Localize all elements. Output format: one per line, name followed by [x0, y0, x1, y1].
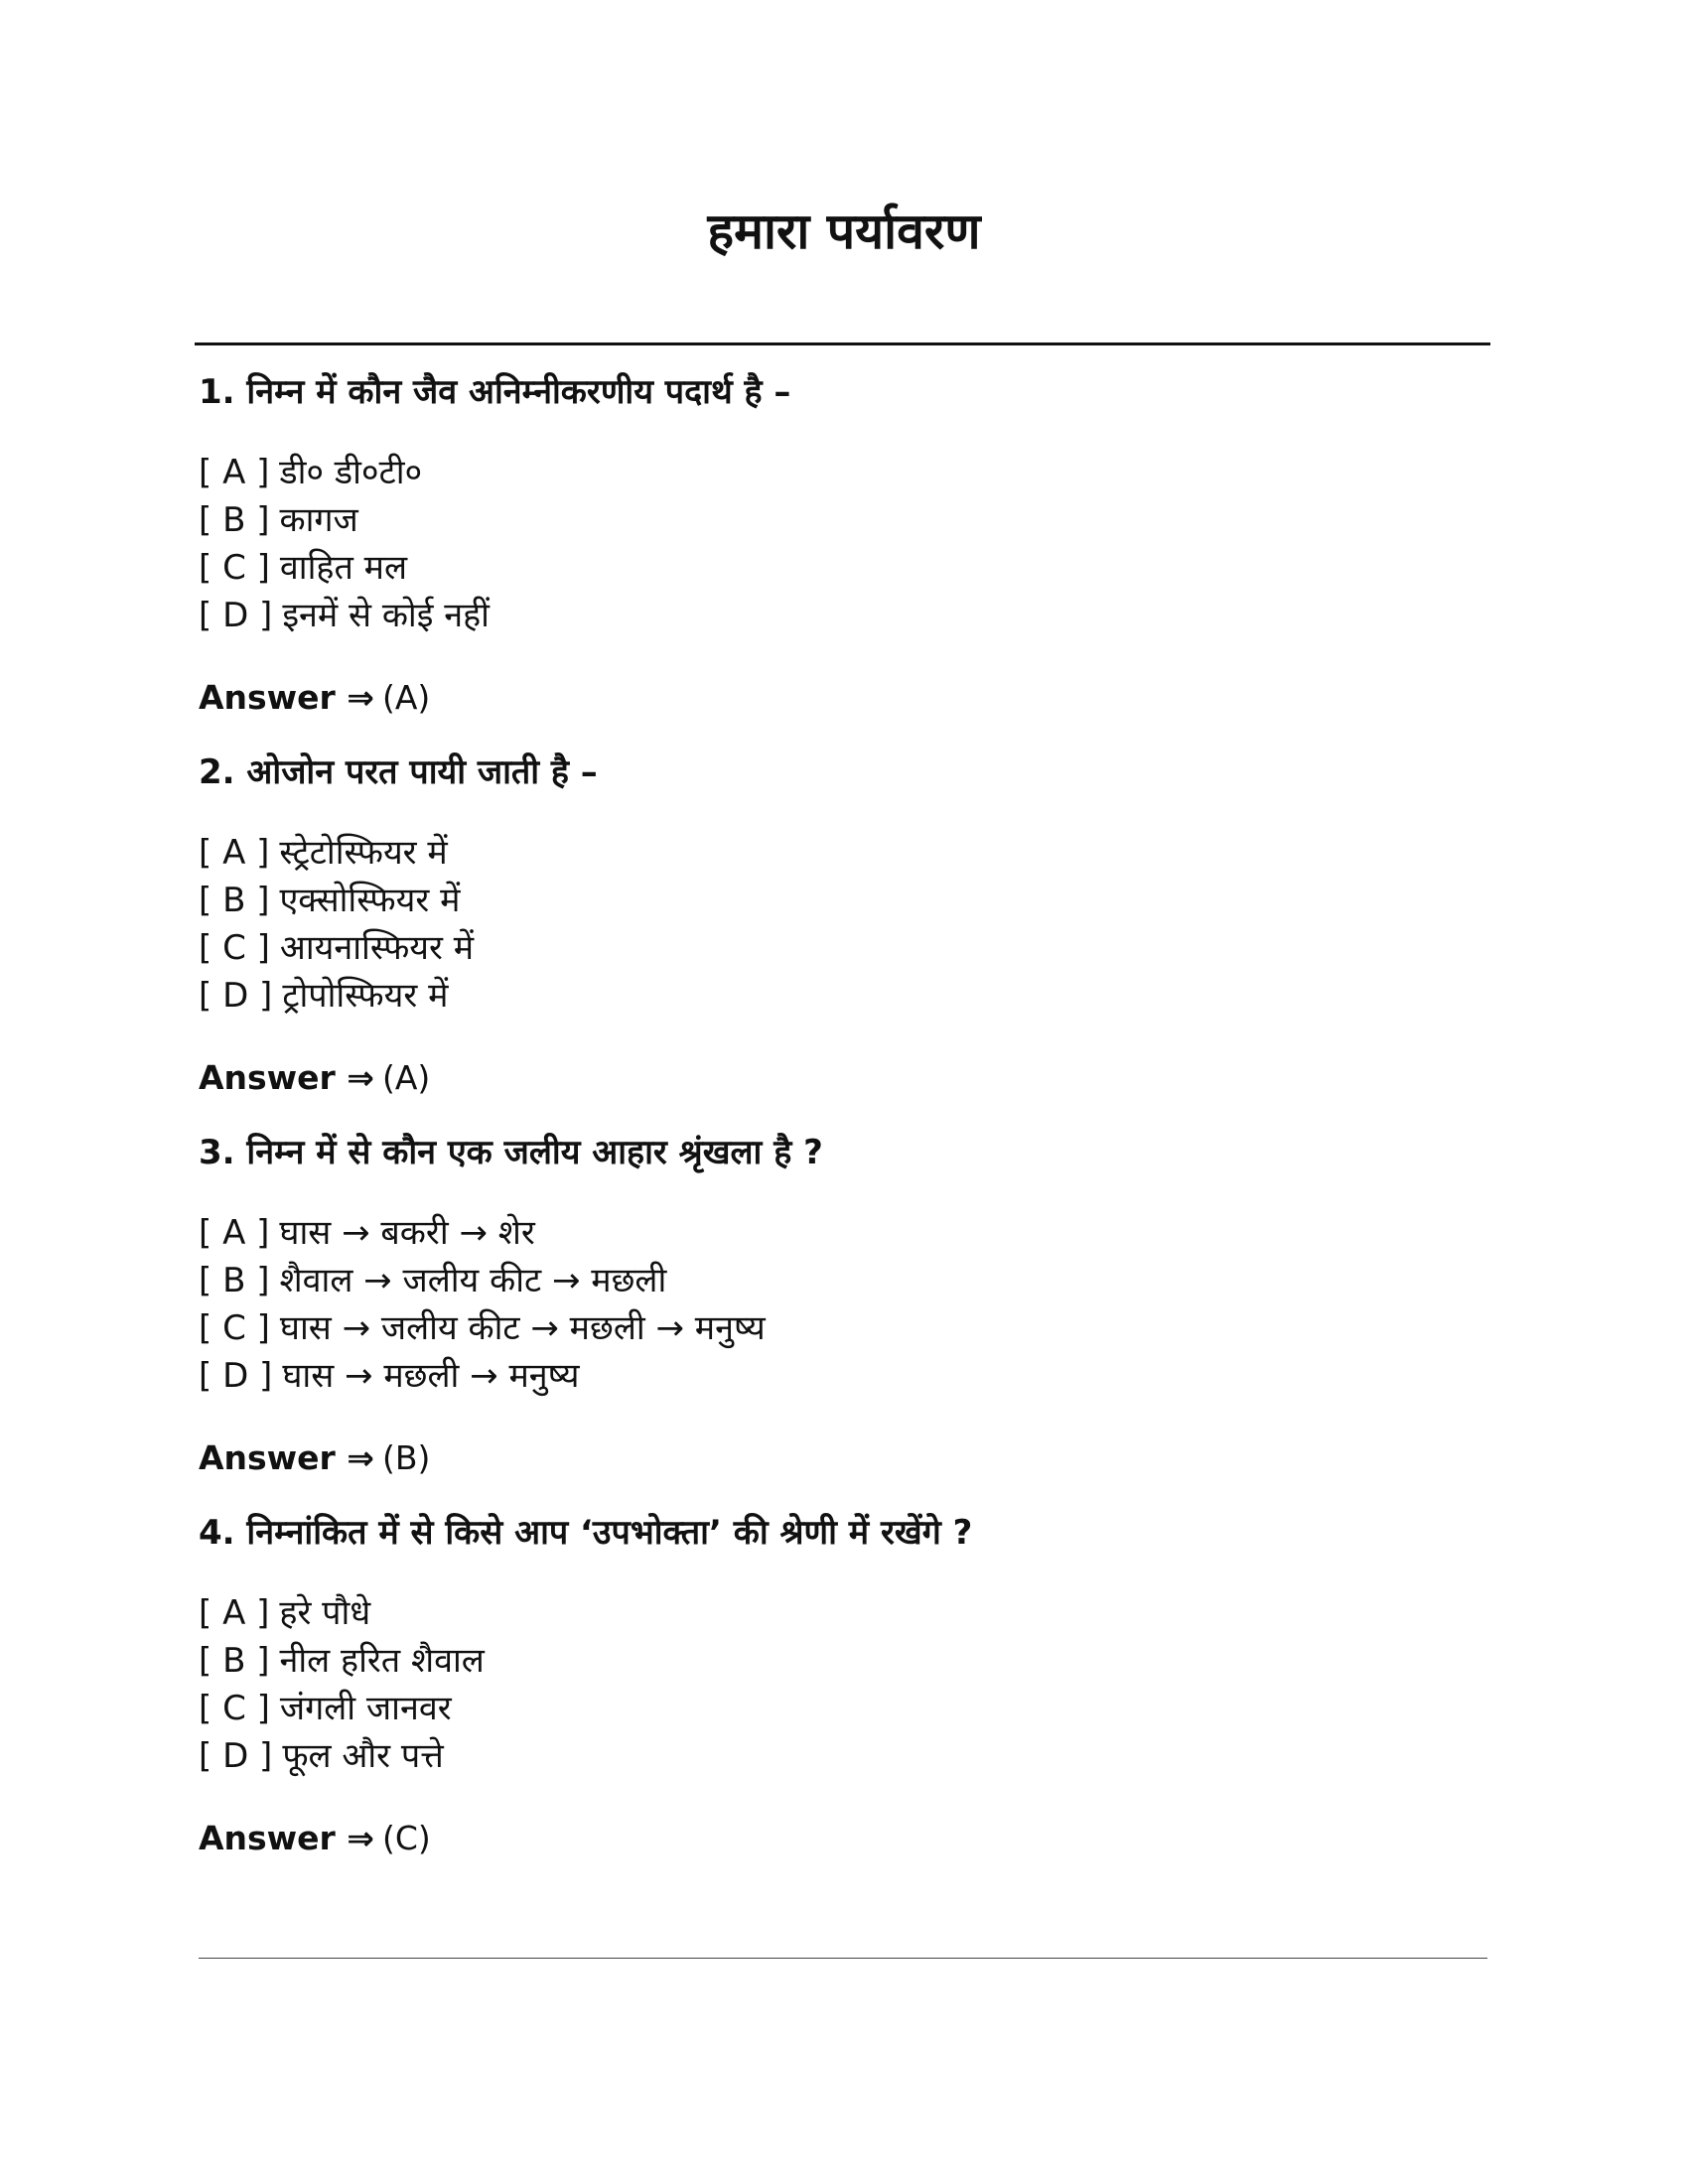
answer-line	[199, 1433, 430, 1483]
option-item	[199, 1304, 766, 1352]
options-list	[199, 449, 490, 639]
option-text: घास → मछली → मनुष्य	[282, 1356, 580, 1396]
answer-line	[199, 1814, 431, 1863]
option-letter: [ D ]	[199, 1356, 273, 1396]
title-divider	[195, 342, 1490, 345]
option-letter: [ D ]	[199, 596, 273, 635]
option-letter: [ A ]	[199, 1213, 270, 1253]
footer-divider	[199, 1958, 1487, 1959]
option-text: एक्सोस्फियर में	[279, 881, 461, 920]
option-text: इनमें से कोई नहीं	[282, 596, 490, 635]
option-letter: [ B ]	[199, 1641, 270, 1681]
option-item	[199, 1637, 485, 1685]
option-letter: [ C ]	[199, 1308, 270, 1348]
option-text: कागज	[279, 500, 358, 540]
option-text: स्ट्रेटोस्फियर में	[279, 833, 448, 873]
option-text: जंगली जानवर	[279, 1689, 452, 1728]
option-text: घास → बकरी → शेर	[279, 1213, 535, 1253]
option-item	[199, 877, 474, 924]
answer-label: Answer ⇒	[199, 1438, 374, 1477]
answer-value: (A)	[381, 678, 431, 717]
option-item	[199, 1257, 766, 1304]
answer-line	[199, 673, 430, 723]
question-block	[199, 738, 1489, 1118]
options-list	[199, 829, 474, 1020]
question-block	[199, 1498, 1489, 1878]
option-text: शैवाल → जलीय कीट → मछली	[279, 1261, 667, 1300]
option-letter: [ C ]	[199, 548, 270, 588]
question-list	[199, 357, 1489, 1878]
option-item	[199, 496, 490, 544]
question-number: 1.	[199, 372, 235, 412]
option-letter: [ C ]	[199, 928, 270, 968]
page-title: हमारा पर्यावरण	[707, 203, 981, 260]
option-letter: [ B ]	[199, 1261, 270, 1300]
option-item	[199, 1352, 766, 1400]
option-item	[199, 592, 490, 639]
question-stem: निम्न में से कौन एक जलीय आहार श्रृंखला है ?	[246, 1133, 823, 1172]
option-letter: [ B ]	[199, 500, 270, 540]
option-text: फूल और पत्ते	[282, 1736, 444, 1776]
option-text: घास → जलीय कीट → मछली → मनुष्य	[279, 1308, 766, 1348]
question-text	[199, 1126, 823, 1179]
option-item	[199, 1209, 766, 1257]
option-letter: [ A ]	[199, 1593, 270, 1633]
option-item	[199, 829, 474, 877]
option-text: नील हरित शैवाल	[279, 1641, 485, 1681]
question-number: 3.	[199, 1133, 235, 1172]
option-letter: [ C ]	[199, 1689, 270, 1728]
option-text: हरे पौधे	[279, 1593, 371, 1633]
question-block	[199, 357, 1489, 738]
option-text: ट्रोपोस्फियर में	[282, 976, 449, 1016]
answer-value: (C)	[381, 1819, 431, 1857]
question-text	[199, 746, 598, 799]
question-number: 2.	[199, 752, 235, 792]
question-stem: निम्न में कौन जैव अनिम्नीकरणीय पदार्थ है –	[246, 372, 791, 412]
option-letter: [ A ]	[199, 453, 270, 492]
question-text	[199, 365, 790, 419]
option-item	[199, 1589, 485, 1637]
option-letter: [ A ]	[199, 833, 270, 873]
option-item	[199, 924, 474, 972]
answer-label: Answer ⇒	[199, 1819, 374, 1857]
answer-value: (A)	[381, 1058, 431, 1097]
question-text	[199, 1506, 972, 1560]
answer-line	[199, 1053, 430, 1103]
question-number: 4.	[199, 1513, 235, 1553]
question-stem: निम्नांकित में से किसे आप ‘उपभोक्ता’ की श्रेणी में रखेंगे ?	[246, 1513, 973, 1553]
answer-label: Answer ⇒	[199, 1058, 374, 1097]
question-stem: ओजोन परत पायी जाती है –	[246, 752, 598, 792]
option-letter: [ D ]	[199, 1736, 273, 1776]
option-item	[199, 972, 474, 1020]
option-text: डी० डी०टी०	[279, 453, 423, 492]
option-item	[199, 449, 490, 496]
options-list	[199, 1589, 485, 1780]
option-item	[199, 544, 490, 592]
answer-label: Answer ⇒	[199, 678, 374, 717]
option-letter: [ D ]	[199, 976, 273, 1016]
option-letter: [ B ]	[199, 881, 270, 920]
answer-value: (B)	[381, 1438, 431, 1477]
option-text: वाहित मल	[279, 548, 408, 588]
option-item	[199, 1732, 485, 1780]
option-item	[199, 1685, 485, 1732]
options-list	[199, 1209, 766, 1400]
option-text: आयनास्फियर में	[279, 928, 475, 968]
question-block	[199, 1118, 1489, 1498]
